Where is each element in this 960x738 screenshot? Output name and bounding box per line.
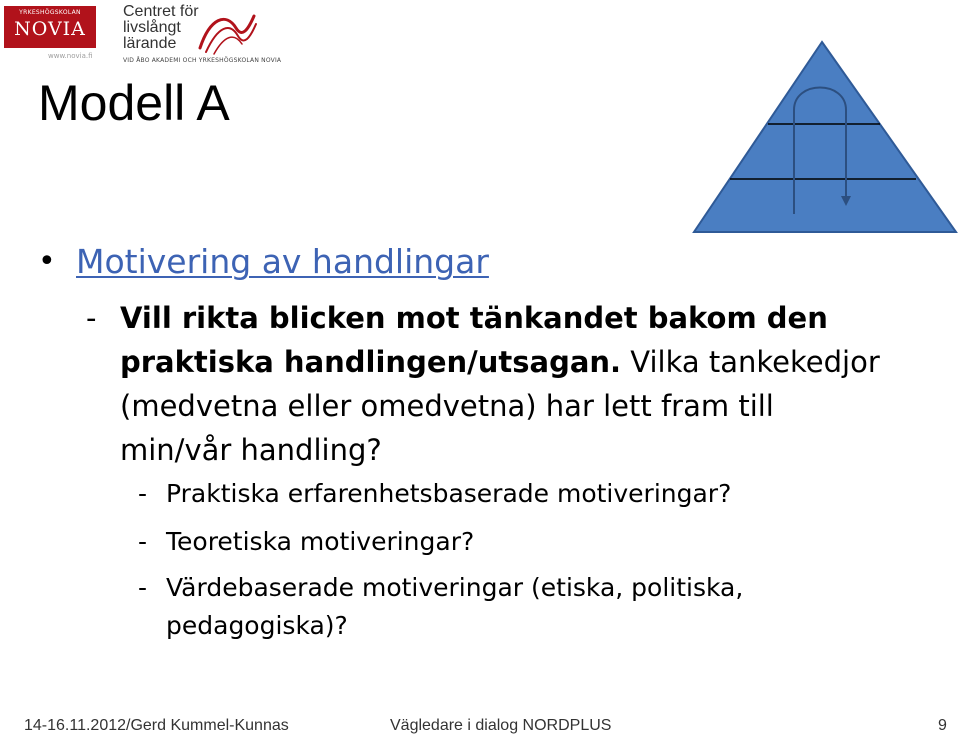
bullet-text: Motivering av handlingar	[76, 242, 489, 281]
sub-dash: -	[86, 301, 97, 335]
cfll-logo-line-2: livslångt	[123, 19, 181, 36]
question-dash: -	[138, 479, 148, 508]
cfll-swirl-icon	[196, 8, 260, 56]
sub-line-1	[120, 296, 940, 340]
question-item-2	[138, 524, 474, 560]
sub-line-4: min/vår handling?	[120, 433, 382, 467]
cfll-logo-subtitle: VID ÅBO AKADEMI OCH YRKESHÖGSKOLAN NOVIA	[123, 57, 282, 64]
question-item-1	[138, 476, 731, 512]
question-dash: -	[138, 573, 148, 602]
footer-event: Vägledare i dialog NORDPLUS	[390, 717, 612, 734]
pyramid-diagram-icon	[690, 38, 960, 238]
question-text-3-continued: pedagogiska)?	[166, 611, 348, 640]
sub-text-2: Vilka tankekedjor	[621, 345, 880, 379]
novia-logo-word: NOVIA	[14, 18, 86, 40]
sub-bold-1: Vill rikta blicken mot tänkandet bakom den	[120, 301, 828, 335]
cfll-logo-line-3: lärande	[123, 35, 177, 52]
cfll-logo-line-1: Centret för	[123, 3, 199, 20]
bullet-dot: •	[38, 244, 56, 279]
question-item-3	[138, 570, 743, 606]
pyramid-shape	[694, 42, 956, 232]
sub-line-3: (medvetna eller omedvetna) har lett fram till	[120, 389, 774, 423]
novia-logo-url: www.novia.fi	[48, 52, 93, 60]
sub-paragraph	[120, 296, 940, 472]
question-text-3: Värdebaserade motiveringar (etiska, politiska,	[166, 573, 744, 602]
slide-title: Modell A	[38, 75, 230, 131]
sub-line-2	[120, 340, 940, 384]
question-text-1: Praktiska erfarenhetsbaserade motiveringar?	[166, 479, 732, 508]
question-dash: -	[138, 527, 148, 556]
footer-date-author: 14-16.11.2012/Gerd Kummel-Kunnas	[24, 717, 289, 734]
footer-page-number: 9	[938, 717, 947, 734]
sub-bold-2: praktiska handlingen/utsagan.	[120, 345, 622, 379]
novia-logo-top-text: YRKESHÖGSKOLAN	[19, 9, 81, 16]
question-text-2: Teoretiska motiveringar?	[166, 527, 475, 556]
